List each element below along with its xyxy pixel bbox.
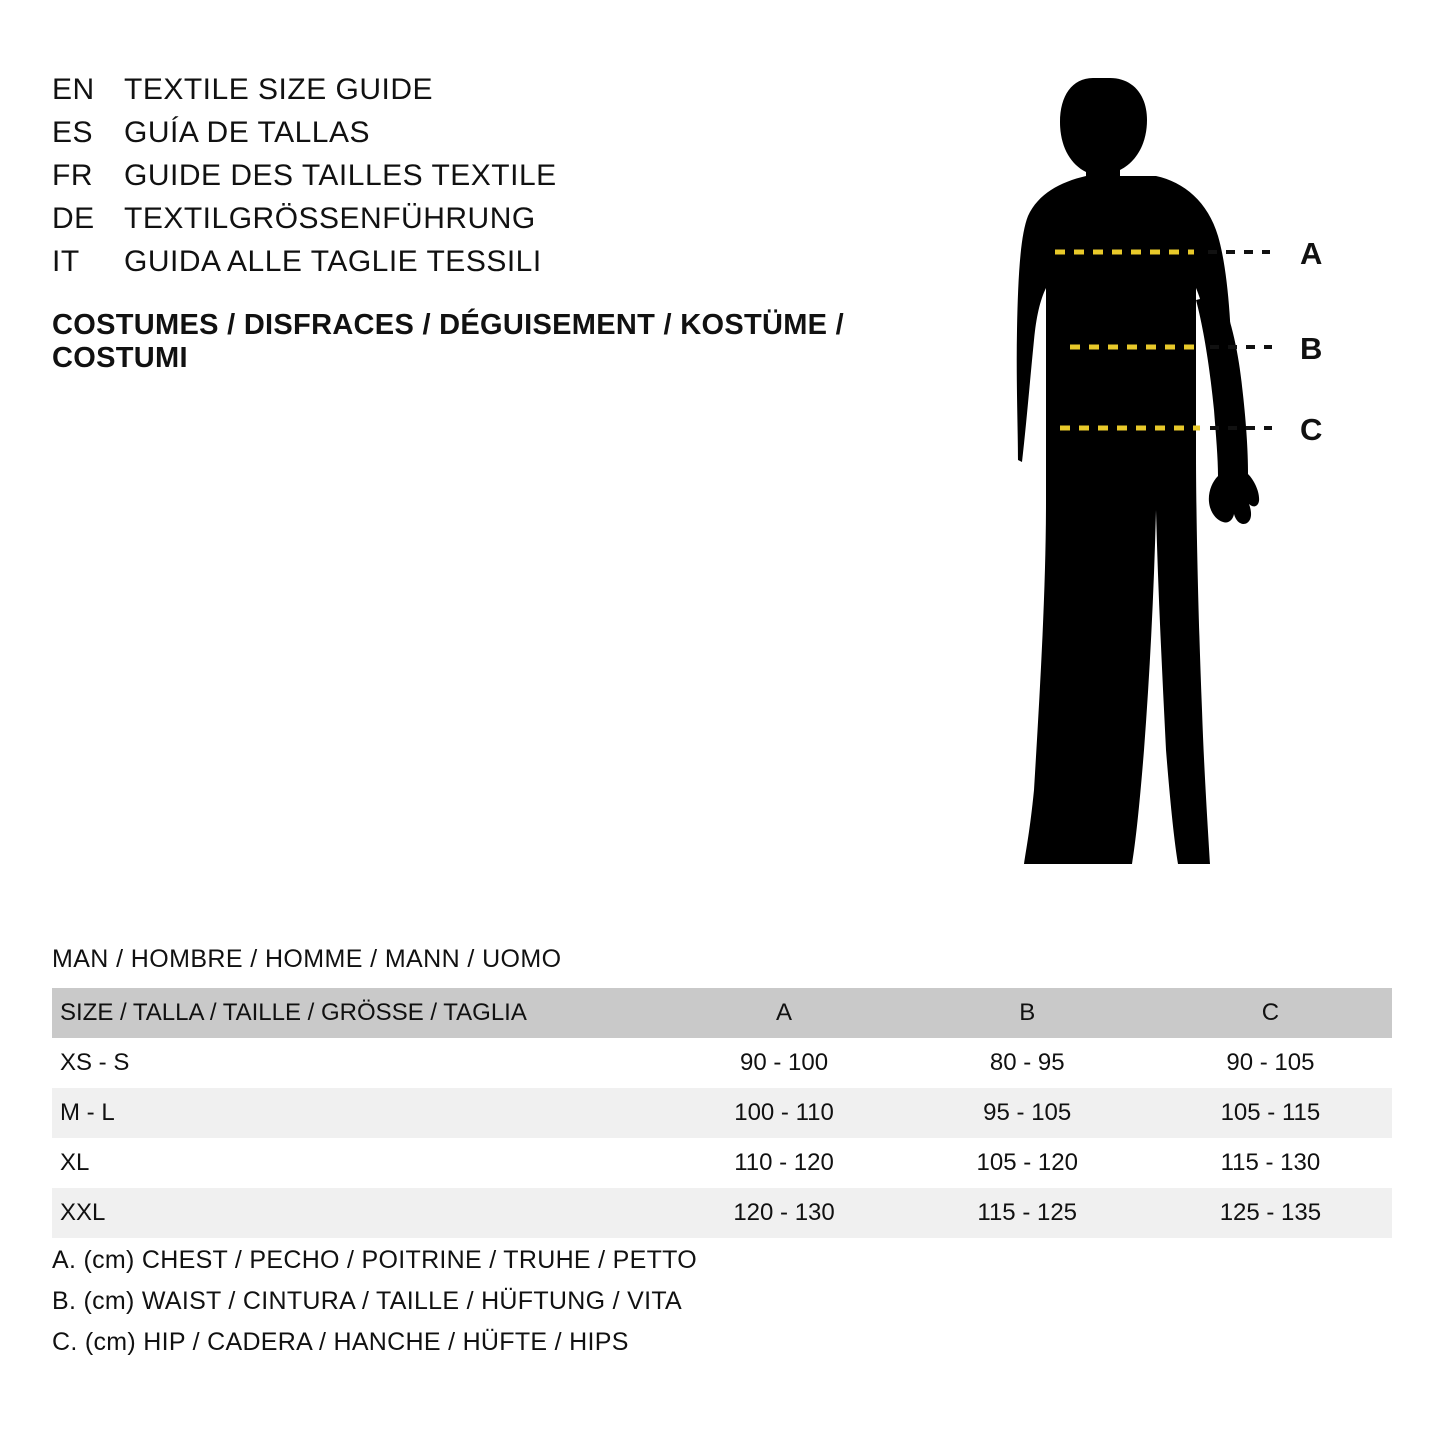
language-row (52, 197, 972, 240)
cell-c: 105 - 115 (1149, 1088, 1392, 1138)
cell-a: 90 - 100 (662, 1038, 905, 1088)
cell-a: 100 - 110 (662, 1088, 905, 1138)
cell-size: M - L (52, 1088, 662, 1138)
column-header-a: A (662, 988, 905, 1038)
size-table-area (52, 945, 1392, 1238)
table-caption: MAN / HOMBRE / HOMME / MANN / UOMO (52, 945, 562, 973)
legend-line-a: A. (cm) CHEST / PECHO / POITRINE / TRUHE / PETTO (52, 1246, 698, 1274)
figure-illustration (960, 30, 1380, 910)
cell-b: 115 - 125 (906, 1188, 1149, 1238)
marker-label-c: C (1300, 412, 1323, 447)
header-block (52, 68, 972, 375)
legend-line-b: B. (cm) WAIST / CINTURA / TAILLE / HÜFTUNG / VITA (52, 1287, 683, 1315)
language-code: FR (52, 159, 93, 192)
cell-c: 115 - 130 (1149, 1138, 1392, 1188)
cell-a: 120 - 130 (662, 1188, 905, 1238)
language-title: GUIDE DES TAILLES TEXTILE (124, 159, 557, 192)
language-row (52, 111, 972, 154)
table-row (52, 1188, 1392, 1238)
column-header-c: C (1149, 988, 1392, 1038)
language-title: GUÍA DE TALLAS (124, 116, 370, 149)
cell-size: XXL (52, 1188, 662, 1238)
language-title: TEXTILGRÖSSENFÜHRUNG (124, 202, 536, 235)
language-code: IT (52, 245, 80, 278)
cell-c: 90 - 105 (1149, 1038, 1392, 1088)
cell-b: 105 - 120 (906, 1138, 1149, 1188)
cell-c: 125 - 135 (1149, 1188, 1392, 1238)
marker-label-b: B (1300, 331, 1323, 366)
measurement-legend (52, 1240, 697, 1363)
table-header (52, 988, 1392, 1038)
language-code: EN (52, 73, 95, 106)
legend-line-c: C. (cm) HIP / CADERA / HANCHE / HÜFTE / HIPS (52, 1328, 629, 1356)
cell-a: 110 - 120 (662, 1138, 905, 1188)
language-code: ES (52, 116, 94, 149)
language-row (52, 240, 972, 283)
table-body (52, 1038, 1392, 1238)
column-header-b: B (906, 988, 1149, 1038)
table-row (52, 1138, 1392, 1188)
table-row (52, 1038, 1392, 1088)
table-row (52, 1088, 1392, 1138)
cell-b: 80 - 95 (906, 1038, 1149, 1088)
cell-size: XL (52, 1138, 662, 1188)
column-header-size: SIZE / TALLA / TAILLE / GRÖSSE / TAGLIA (52, 988, 662, 1038)
language-row (52, 68, 972, 111)
cell-b: 95 - 105 (906, 1088, 1149, 1138)
language-code: DE (52, 202, 95, 235)
language-title: TEXTILE SIZE GUIDE (124, 73, 434, 106)
cell-size: XS - S (52, 1038, 662, 1088)
language-title: GUIDA ALLE TAGLIE TESSILI (124, 245, 542, 278)
size-table (52, 988, 1392, 1238)
silhouette-shape (1017, 78, 1259, 864)
table-header-row (52, 988, 1392, 1038)
language-row (52, 154, 972, 197)
marker-label-a: A (1300, 236, 1323, 271)
section-title: COSTUMES / DISFRACES / DÉGUISEMENT / KOSTÜME / COSTUMI (52, 309, 845, 374)
